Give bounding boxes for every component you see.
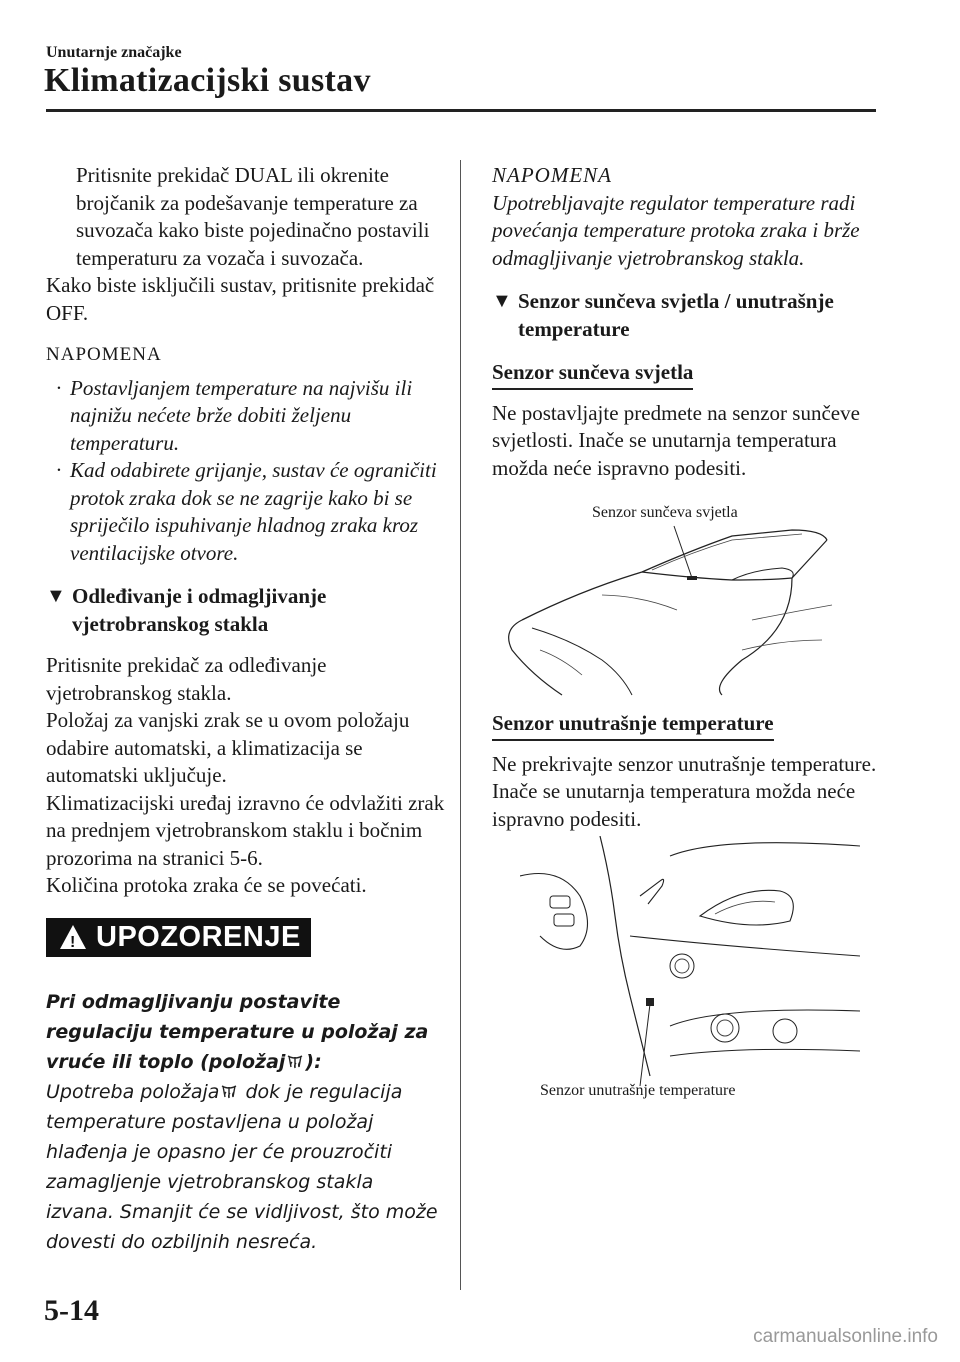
section-label: Unutarnje značajke [46, 44, 182, 61]
note-item [46, 375, 446, 458]
right-note-heading: NAPOMENA [492, 163, 612, 187]
defrost-heading-text: Odleđivanje i odmagljivanje vjetrobranskog stakla [72, 584, 327, 636]
title-divider [46, 109, 876, 112]
car-illustration [492, 500, 884, 700]
warning-text: Pri odmagljivanju postavite regulaciju temperature u položaj za vruće ili toplo (položaj ): Upotreba položaja dok je regulacija temperature postavljena u položaj hlađenja je opasno jer će prouzročiti zamagljenje vjetrobranskog stakla izvana. Smanjit će se vidljivost, što može dovesti do ozbiljnih nesreća. [46, 991, 438, 1253]
warning-triangle-icon: ! [60, 925, 86, 949]
sunlight-sensor-figure [492, 500, 884, 700]
note-heading: NAPOMENA [46, 344, 162, 365]
dashboard-illustration [520, 836, 860, 1086]
bullet-dot: · [56, 458, 62, 482]
dual-instruction: Pritisnite prekidač DUAL ili okrenite brojčanik za podešavanje temperature za suvozača kako biste pojedinačno postavili temperaturu za vozača i suvozača. [76, 163, 430, 270]
sunlight-sensor-caption: Senzor sunčeva svjetla [592, 504, 738, 521]
warning-badge [46, 918, 311, 958]
defrost-paragraph: Pritisnite prekidač za odleđivanje vjetrobranskog stakla. [46, 653, 327, 705]
sensor-heading [492, 288, 884, 343]
defrost-paragraph: Položaj za vanjski zrak se u ovom položaju odabire automatski, a klimatizacija se automatski uključuje. [46, 708, 410, 787]
defrost-paragraph: Količina protoka zraka će se povećati. [46, 873, 367, 897]
note-item [46, 457, 446, 567]
warning-bold-text: Pri odmagljivanju postavite regulaciju temperature u položaj za vruće ili toplo (položaj ): [46, 991, 429, 1073]
defrost-paragraph: Klimatizacijski uređaj izravno će odvlažiti zrak na prednjem vjetrobranskom staklu i bočnim prozorima na stranici 5-6. [46, 790, 445, 870]
note-item-text: Kad odabirete grijanje, sustav će ograničiti protok zraka dok se ne zagrije kako bi se spriječilo ispuhivanje hladnog zraka kroz ventilacijske otvore. [70, 458, 437, 565]
watermark: carmanualsonline.info [753, 1326, 938, 1347]
cabin-sensor-caption: Senzor unutrašnje temperature [540, 1082, 736, 1099]
left-column [46, 162, 446, 1257]
sun-sensor-subheading: Senzor sunčeva svjetla [492, 359, 693, 390]
column-divider [460, 160, 461, 1290]
note-list [46, 375, 446, 568]
defrost-symbol-icon [285, 1054, 305, 1070]
warning-label: UPOZORENJE [96, 920, 301, 953]
note-item-text: Postavljanjem temperature na najvišu ili najnižu nećete brže dobiti željenu temperaturu. [70, 375, 413, 455]
cabin-sensor-subheading: Senzor unutrašnje temperature [492, 710, 774, 741]
triangle-marker-icon: ▼ [492, 290, 512, 312]
right-column [492, 162, 884, 482]
defrost-heading [46, 583, 446, 638]
defrost-symbol-icon [219, 1084, 239, 1100]
sensor-heading-text: Senzor sunčeva svjetla / unutrašnje temperature [518, 289, 834, 341]
cabin-sensor-text: Ne prekrivajte senzor unutrašnje temperature. Inače se unutarnja temperatura možda neće ispravno podesiti. [492, 751, 877, 831]
triangle-marker-icon: ▼ [46, 585, 66, 607]
cabin-sensor-figure [520, 836, 860, 1106]
off-instruction: Kako biste isključili sustav, pritisnite prekidač OFF. [46, 273, 435, 325]
page-number: 5-14 [44, 1294, 99, 1327]
page-title: Klimatizacijski sustav [44, 62, 371, 99]
defrost-body [46, 652, 446, 900]
right-note-text: Upotrebljavajte regulator temperature radi povećanja temperature protoka zraka i brže odmagljivanje vjetrobranskog stakla. [492, 190, 860, 270]
cabin-sensor-section [492, 700, 884, 833]
sun-sensor-text: Ne postavljajte predmete na senzor sunčeve svjetlosti. Inače se unutarnja temperatura možda neće ispravno podesiti. [492, 400, 860, 480]
bullet-dot: · [56, 375, 62, 400]
